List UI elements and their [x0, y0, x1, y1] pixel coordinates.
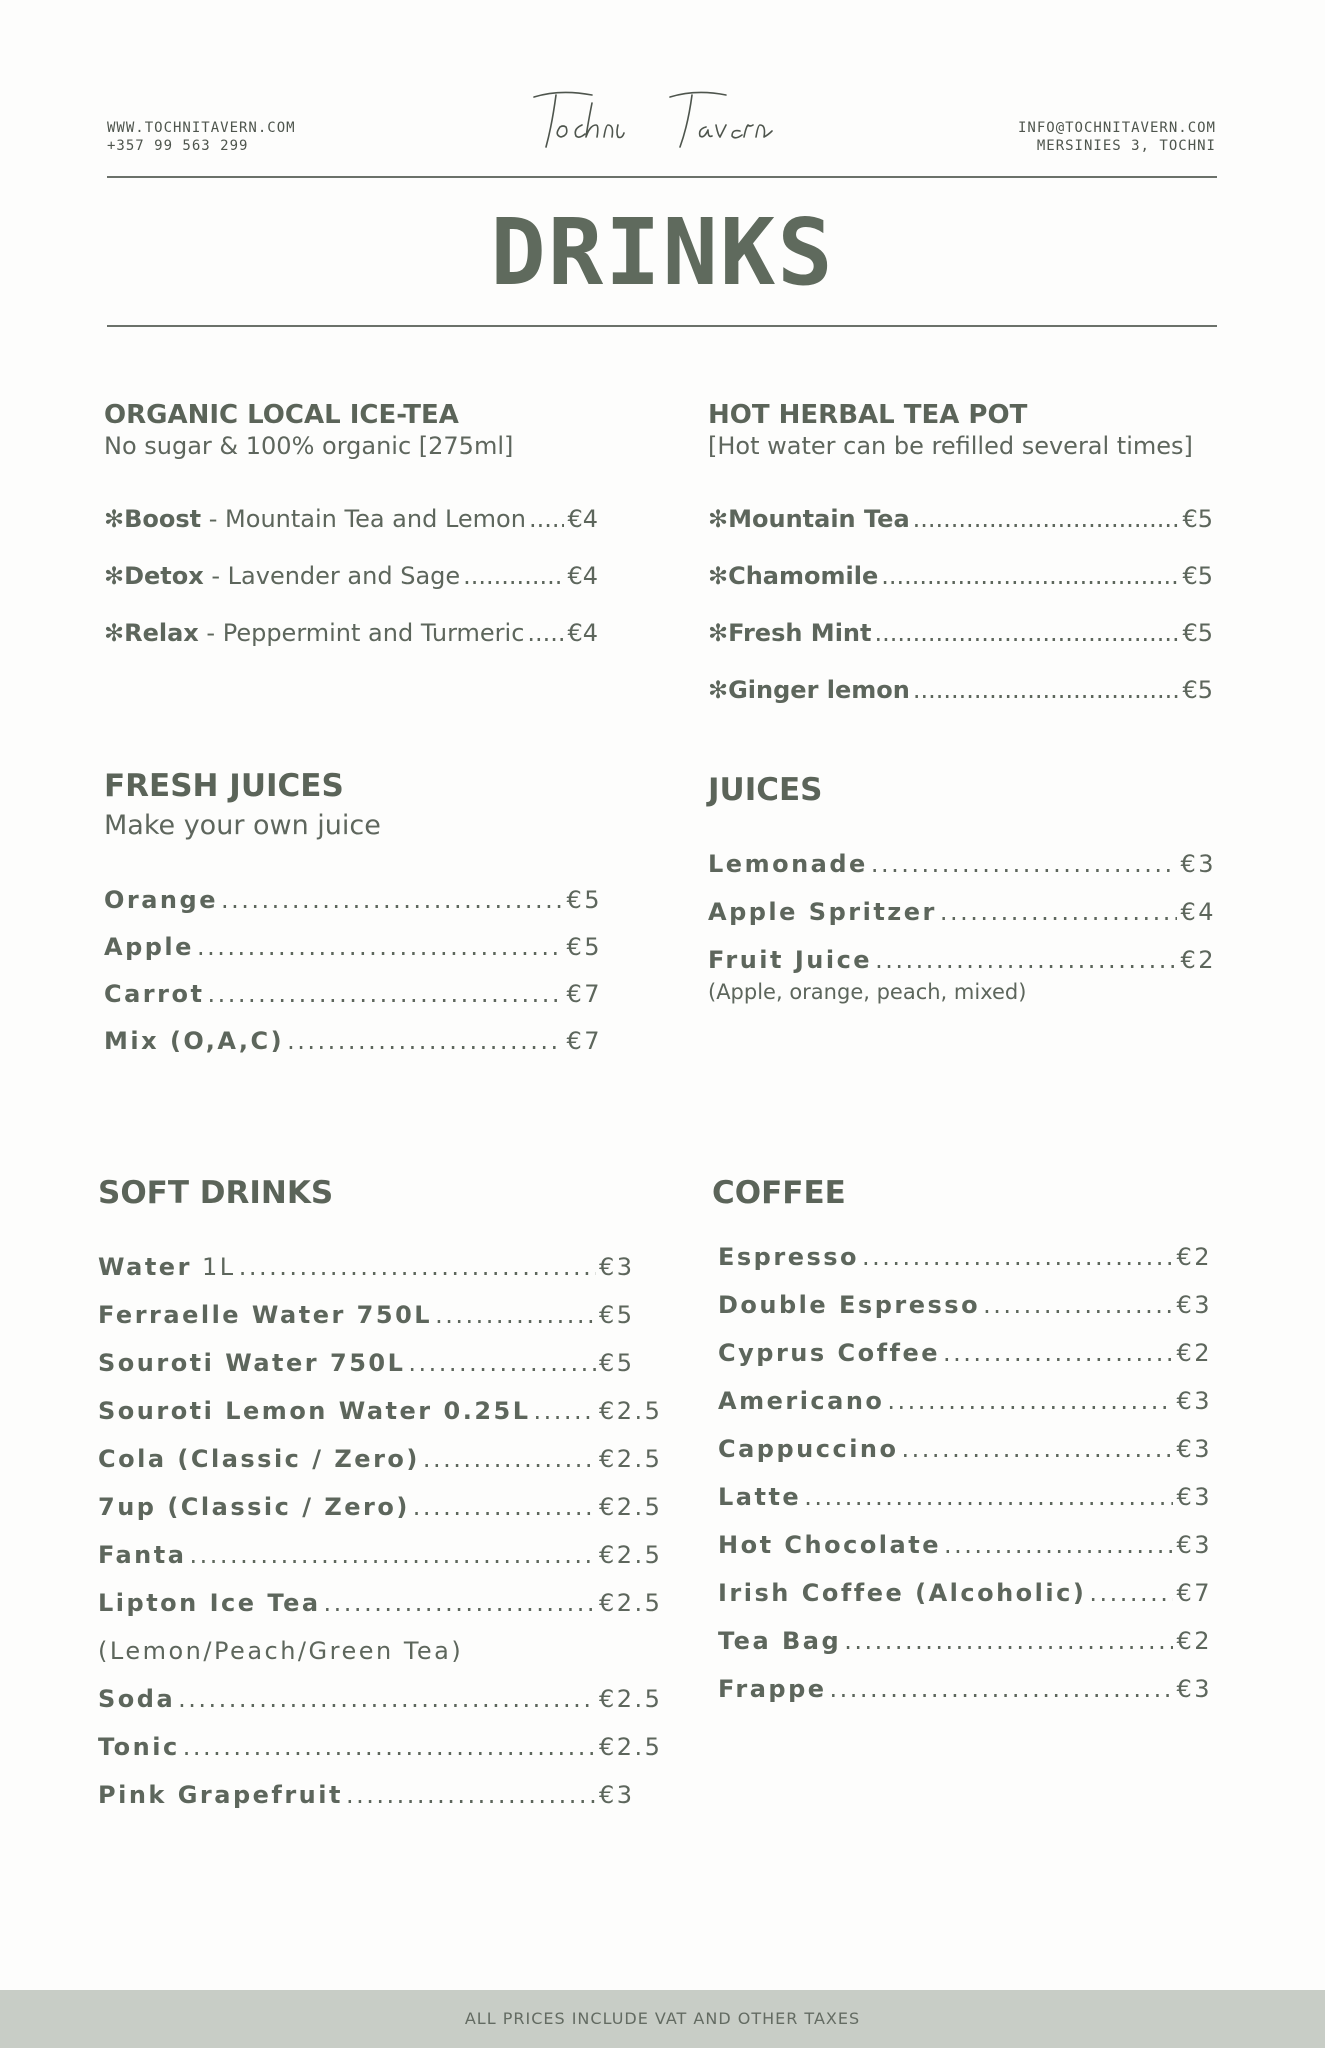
leader-dots: [183, 1733, 596, 1761]
leader-dots: [463, 562, 564, 590]
menu-item: [104, 562, 598, 590]
item-desc: - Lavender and Sage: [203, 562, 461, 590]
item-name: Apple Spritzer: [708, 898, 937, 926]
menu-item: [98, 1685, 663, 1713]
menu-item: [718, 1627, 1212, 1655]
item-price: €4: [567, 505, 598, 533]
leader-dots: [844, 1627, 1173, 1655]
asterisk-icon: ✻: [708, 562, 729, 590]
organic-ice-tea-section: [104, 400, 598, 660]
menu-item: [718, 1531, 1212, 1559]
item-name: Mountain Tea: [728, 505, 910, 533]
menu-item: [98, 1445, 663, 1473]
item-price: €3: [1180, 850, 1216, 878]
page-title: DRINKS: [490, 199, 835, 306]
website-text: WWW.TOCHNITAVERN.COM: [107, 120, 296, 136]
item-name: Pink Grapefruit: [98, 1781, 343, 1809]
item-price: €3: [1176, 1531, 1212, 1559]
menu-item: [708, 946, 1216, 974]
soft-drinks-section: [98, 1175, 663, 1825]
item-price: €3: [1176, 1483, 1212, 1511]
address-text: MERSINIES 3, TOCHNI: [1036, 138, 1216, 154]
leader-dots: [871, 850, 1178, 878]
fresh-juices-section: [104, 768, 602, 1068]
item-price: €5: [566, 933, 602, 961]
leader-dots: [830, 1675, 1174, 1703]
menu-item: [718, 1579, 1212, 1607]
item-name: Hot Chocolate: [718, 1531, 941, 1559]
item-price: €3: [1176, 1435, 1212, 1463]
fruit-juice-note: (Apple, orange, peach, mixed): [708, 980, 1027, 1004]
section-title: JUICES: [708, 772, 823, 808]
leader-dots: [881, 562, 1179, 590]
menu-item: [104, 1027, 602, 1055]
leader-dots: [887, 1387, 1173, 1415]
item-name: Cappuccino: [718, 1435, 899, 1463]
item-price: €2: [1176, 1339, 1212, 1367]
section-subtitle: No sugar & 100% organic [275ml]: [104, 432, 514, 460]
item-price: €2.5: [599, 1397, 663, 1425]
item-name: Lemonade: [708, 850, 868, 878]
menu-item: [708, 676, 1213, 704]
item-desc: - Peppermint and Turmeric: [198, 619, 525, 647]
leader-dots: [408, 1349, 596, 1377]
leader-dots: [178, 1685, 596, 1713]
item-name: Double Espresso: [718, 1291, 981, 1319]
item-name: Water: [98, 1253, 192, 1281]
item-name: Fanta: [98, 1541, 187, 1569]
item-name: Fruit Juice: [708, 946, 873, 974]
item-price: €5: [1182, 505, 1213, 533]
menu-item: [718, 1339, 1212, 1367]
menu-item: [104, 619, 598, 647]
menu-item: [98, 1541, 663, 1569]
item-name: Americano: [718, 1387, 885, 1415]
item-price: €2.5: [599, 1445, 663, 1473]
email-text: INFO@TOCHNITAVERN.COM: [1017, 120, 1216, 136]
item-price: €4: [567, 619, 598, 647]
item-price: €3: [599, 1781, 635, 1809]
asterisk-icon: ✻: [104, 562, 125, 590]
menu-item: [104, 505, 598, 533]
lipton-flavors-note: (Lemon/Peach/Green Tea): [98, 1637, 464, 1665]
item-name: Soda: [98, 1685, 176, 1713]
menu-item: [708, 619, 1213, 647]
leader-dots: [902, 1435, 1174, 1463]
item-price: €3: [1176, 1675, 1212, 1703]
item-name: Lipton Ice Tea: [98, 1589, 321, 1617]
leader-dots: [943, 1339, 1173, 1367]
item-name: Cola (Classic / Zero): [98, 1445, 420, 1473]
leader-dots: [239, 1253, 596, 1281]
item-price: €2.5: [599, 1493, 663, 1521]
item-name: Orange: [104, 886, 218, 914]
item-price: €4: [567, 562, 598, 590]
menu-item: [104, 886, 602, 914]
vat-footer: ALL PRICES INCLUDE VAT AND OTHER TAXES: [0, 1990, 1325, 2048]
leader-dots: [913, 676, 1180, 704]
asterisk-icon: ✻: [104, 505, 125, 533]
menu-item: [104, 933, 602, 961]
item-desc: - Mountain Tea and Lemon: [201, 505, 526, 533]
item-price: €5: [1182, 562, 1213, 590]
section-title: ORGANIC LOCAL ICE-TEA: [104, 400, 459, 430]
leader-dots: [874, 619, 1179, 647]
menu-item: [98, 1589, 663, 1617]
item-price: €7: [566, 1027, 602, 1055]
asterisk-icon: ✻: [708, 676, 729, 704]
menu-item: [718, 1675, 1212, 1703]
leader-dots: [534, 1397, 596, 1425]
item-price: €2: [1176, 1243, 1212, 1271]
leader-dots: [527, 619, 564, 647]
item-name: Mix (O,A,C): [104, 1027, 285, 1055]
item-price: €2: [1180, 946, 1216, 974]
leader-dots: [804, 1483, 1173, 1511]
leader-dots: [875, 946, 1177, 974]
section-title: SOFT DRINKS: [98, 1175, 334, 1211]
phone-text: +357 99 563 299: [107, 138, 249, 154]
leader-dots: [423, 1445, 596, 1473]
item-name: Ferraelle Water 750L: [98, 1301, 433, 1329]
leader-dots: [189, 1541, 596, 1569]
item-price: €5: [599, 1301, 635, 1329]
item-name: Souroti Water 750L: [98, 1349, 406, 1377]
menu-item: [98, 1781, 663, 1809]
section-title: COFFEE: [712, 1175, 846, 1211]
menu-item: [98, 1493, 663, 1521]
item-price: €5: [566, 886, 602, 914]
item-name: Carrot: [104, 980, 205, 1008]
item-price: €2.5: [599, 1589, 663, 1617]
menu-item: [104, 980, 602, 1008]
leader-dots: [435, 1301, 596, 1329]
leader-dots: [413, 1493, 596, 1521]
menu-item: [98, 1349, 663, 1377]
header-contact-left: [107, 119, 296, 155]
leader-dots: [324, 1589, 596, 1617]
leader-dots: [346, 1781, 596, 1809]
item-name: Espresso: [718, 1243, 860, 1271]
leader-dots: [944, 1531, 1173, 1559]
tochni-tavern-logo: [530, 85, 795, 160]
menu-item: [98, 1733, 663, 1761]
item-name: Detox: [124, 562, 204, 590]
item-name: Souroti Lemon Water 0.25L: [98, 1397, 531, 1425]
top-divider: [107, 176, 1217, 178]
menu-item: [708, 505, 1213, 533]
leader-dots: [983, 1291, 1173, 1319]
item-name: Ginger lemon: [728, 676, 910, 704]
item-name: Cyprus Coffee: [718, 1339, 941, 1367]
asterisk-icon: ✻: [708, 505, 729, 533]
menu-item: [718, 1291, 1212, 1319]
leader-dots: [913, 505, 1180, 533]
item-price: €3: [1176, 1291, 1212, 1319]
item-price: €3: [1176, 1387, 1212, 1415]
menu-item: [98, 1397, 663, 1425]
item-name: Apple: [104, 933, 194, 961]
item-price: €5: [1182, 619, 1213, 647]
item-price: €5: [599, 1349, 635, 1377]
item-price: €7: [1176, 1579, 1212, 1607]
leader-dots: [862, 1243, 1173, 1271]
menu-item: [708, 562, 1213, 590]
leader-dots: [529, 505, 565, 533]
item-price: €3: [599, 1253, 635, 1281]
item-name: Irish Coffee (Alcoholic): [718, 1579, 1087, 1607]
item-name: Tonic: [98, 1733, 180, 1761]
item-price: €2.5: [599, 1685, 663, 1713]
item-name: Boost: [124, 505, 202, 533]
item-name: Latte: [718, 1483, 802, 1511]
section-title: FRESH JUICES: [104, 768, 344, 804]
section-title: HOT HERBAL TEA POT: [708, 400, 1028, 430]
item-price: €2.5: [599, 1733, 663, 1761]
item-name: Fresh Mint: [728, 619, 872, 647]
asterisk-icon: ✻: [104, 619, 125, 647]
item-price: €7: [566, 980, 602, 1008]
coffee-section: [712, 1175, 1212, 1715]
header-contact-right: [1018, 119, 1216, 155]
item-name: Relax: [124, 619, 199, 647]
section-subtitle: Make your own juice: [104, 810, 381, 841]
item-name: Tea Bag: [718, 1627, 842, 1655]
menu-item: [708, 898, 1216, 926]
menu-item: [718, 1435, 1212, 1463]
leader-dots: [197, 933, 564, 961]
title-divider: [107, 325, 1217, 327]
leader-dots: [287, 1027, 563, 1055]
herbal-tea-section: [708, 400, 1213, 720]
leader-dots: [940, 898, 1178, 926]
section-subtitle: [Hot water can be refilled several times]: [708, 432, 1193, 460]
menu-item: [98, 1253, 663, 1281]
item-price: €5: [1182, 676, 1213, 704]
asterisk-icon: ✻: [708, 619, 729, 647]
menu-item: [708, 850, 1216, 878]
leader-dots: [207, 980, 563, 1008]
item-price: €2: [1176, 1627, 1212, 1655]
menu-item: [718, 1387, 1212, 1415]
item-name: 7up (Classic / Zero): [98, 1493, 410, 1521]
item-desc: 1L: [191, 1253, 236, 1281]
leader-dots: [1089, 1579, 1173, 1607]
item-name: Chamomile: [728, 562, 879, 590]
leader-dots: [221, 886, 563, 914]
item-name: Frappe: [718, 1675, 827, 1703]
menu-item: [718, 1483, 1212, 1511]
item-price: €4: [1180, 898, 1216, 926]
juices-section: [708, 772, 1216, 1012]
item-price: €2.5: [599, 1541, 663, 1569]
menu-item: [718, 1243, 1212, 1271]
menu-item: [98, 1301, 663, 1329]
